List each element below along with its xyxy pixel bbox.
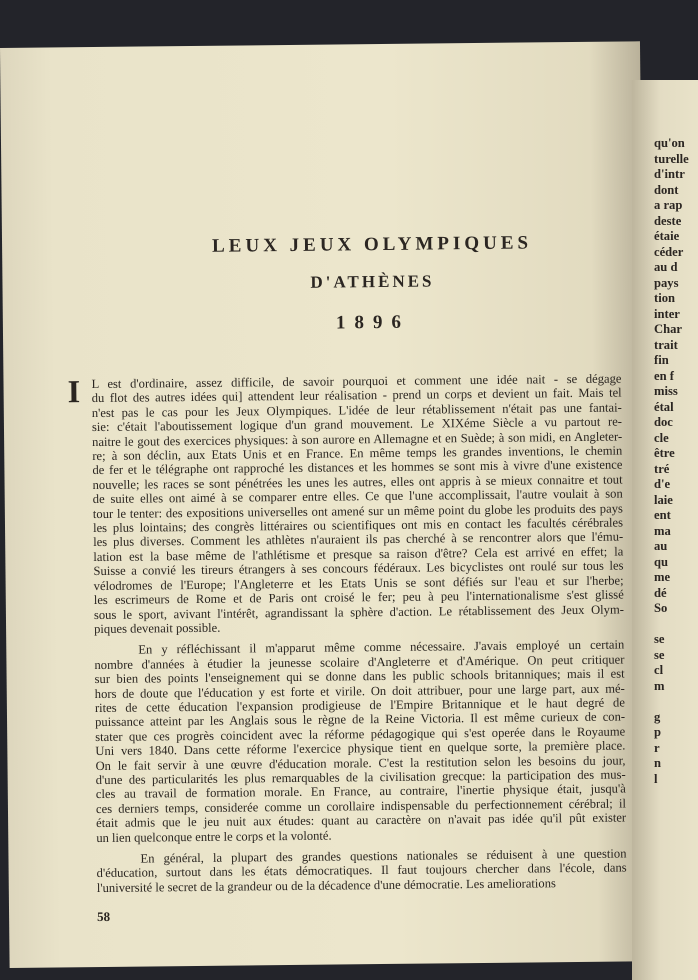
- text-line: ces derniers temps, considerée comme un corollaire indispensable du perfectionnement cérébral; il: [95, 796, 627, 816]
- text-line: puissance atteint par les Anglais sous le règne de la Reine Victoria. Il est même curieux de con-: [94, 709, 626, 730]
- text-line: l'université le secret de la grandeur ou de la décadence d'une démocratie. Les ameliorations: [96, 876, 556, 895]
- text-line: hors de doute que l'éducation y est forte et virile. On doit attribuer, pour une large part, aux mé-: [94, 681, 625, 701]
- text-line: Uni vers 1840. Dans cette réforme l'exercice physique tient en quelque sorte, la première place.: [95, 738, 626, 759]
- right-page-text-fragment: tré: [654, 461, 670, 476]
- right-page-text-fragment: dé: [654, 585, 667, 600]
- right-page-text-fragment: d'e: [654, 477, 671, 491]
- right-page-text-fragment: en f: [654, 368, 674, 383]
- right-page-text-fragment: a rap: [654, 198, 683, 212]
- right-page-text-fragment: trait: [654, 337, 678, 352]
- text-line: re; à son déclin, aux Etats Unis et en France. En même temps les grandes inventions, le chemin: [92, 443, 623, 464]
- text-line: On le fait servir à une œuvre d'éducation morale. C'est la restitution selon les besoins du jour,: [95, 753, 626, 773]
- text-line: sur bien des points l'enseignement qui se donne dans les public schools britanniques; mais il est: [94, 666, 625, 687]
- text-line: d'éducation, surtout dans les états démocratiques. Il faut toujours chercher dans l'école, dans: [96, 860, 627, 881]
- right-page-text-fragment: g: [654, 709, 661, 724]
- left-page: [0, 41, 650, 968]
- text-line: L est d'ordinaire, assez difficile, de savoir pourquoi et comment une idée nait - se dégage: [91, 371, 622, 392]
- right-page-text-fragment: se: [654, 647, 665, 662]
- right-page-text-fragment: l: [654, 771, 658, 786]
- paragraph-3: [96, 846, 626, 895]
- right-page-text-fragment: inter: [654, 306, 680, 321]
- right-page-text-fragment: se: [654, 632, 665, 646]
- right-page-text-fragment: ma: [654, 523, 671, 538]
- text-line: tour le tenter: des expositions universelles ont amené sur un même point du globe les produits des pays: [92, 501, 623, 521]
- text-line: rites de cette éducation l'expansion prodigieuse de l'Empire Britannique et le haut degré de: [94, 695, 625, 715]
- text-line: d'une des particularités les plus remarquables de la civilisation grecque: la participation des mus-: [95, 767, 626, 788]
- right-page-text-fragment: au d: [654, 260, 678, 274]
- paragraph-2: [94, 638, 626, 845]
- right-page-text-fragment: miss: [654, 384, 678, 398]
- right-page-text-fragment: Char: [654, 322, 682, 336]
- text-line: vélodromes de l'Europe; l'Angleterre et les Etats Unis se sont défiés sur l'eau et sur l'herbe;: [93, 573, 624, 593]
- text-line: cles au travail de formation morale. En France, au contraire, l'inertie physique était, jusqu'à: [95, 781, 626, 802]
- right-page-text-fragment: d'intr: [654, 167, 685, 181]
- right-page-text-fragment: deste: [654, 213, 682, 228]
- text-line: naitre le gout des exercices physiques: à son aurore en Allemagne et en Suède; à son midi, en Angleter-: [92, 429, 623, 449]
- text-line: les escrimeurs de Rome et de Paris ont croisé le fer; peu à peu l'internationalisme s'est glissé: [93, 587, 624, 608]
- title-year: 1896: [335, 311, 411, 334]
- text-line: de suite elles ont aimé à se comparer entre elles. Ce que l'une accomplissait, l'autre voulait à son: [92, 486, 623, 507]
- right-page-text-fragment: doc: [654, 415, 673, 429]
- right-page-text-fragment: m: [654, 678, 665, 693]
- right-page-text-fragment: cl: [654, 663, 664, 677]
- right-page-text-fragment: étaie: [654, 229, 680, 243]
- text-line: sie: c'était l'aboutissement logique d'un grand mouvement. Le XIXéme Siècle a vu partout re-: [91, 414, 623, 435]
- text-line: sous le sport, avivant l'intérêt, agrandissant la sphère d'action. Le rétablissement des Jeux Olym-: [93, 601, 624, 622]
- right-page-text-fragment: qu'on: [654, 136, 685, 150]
- text-line: piques devenait possible.: [94, 620, 221, 636]
- right-page-text-fragment: qu: [654, 554, 669, 569]
- right-page-text-fragment: laie: [654, 492, 673, 507]
- right-page-edge: [632, 80, 698, 980]
- right-page-text-fragment: étal: [654, 399, 674, 414]
- right-page-text-fragment: pays: [654, 275, 679, 290]
- right-page-text-fragment: n: [654, 756, 662, 770]
- right-page-text-fragment: au: [654, 539, 668, 553]
- text-line: les plus lointains; des congrès littéraires ou scientifiques ont mis en contact les facultés cérébrales: [92, 515, 624, 536]
- right-page-text-fragment: ent: [654, 508, 671, 522]
- text-line: était admis que le jeu nuit aux études: quant au caractère on n'avait pas idée qu'il pût exister: [96, 810, 627, 831]
- right-page-text-fragment: fin: [654, 353, 669, 367]
- right-page-text-fragment: So: [654, 601, 668, 615]
- right-page-text-fragment: être: [654, 446, 675, 460]
- text-line: de fer et le télégraphe ont rapproché les distances et les hommes se sont mis à vivre d'une existence: [92, 457, 623, 478]
- text-line: En y réfléchissant il m'apparut même comme nécessaire. J'avais employé un certain: [138, 637, 625, 657]
- page-number: 58: [97, 909, 111, 925]
- text-line: un lien quelconque entre le corps et la volonté.: [96, 828, 332, 845]
- right-page-text-fragment: p: [654, 725, 662, 739]
- body-text: [67, 371, 627, 926]
- right-page-text-fragment: céder: [654, 244, 684, 259]
- text-line: les plus diverses. Comment les athlètes n'auraient ils pas cherché à se rencontrer alors que l'ému-: [93, 529, 624, 550]
- text-line: n'est pas le cas pour les Jeux Olympiques. L'idée de leur rétablissement n'était pas une fantai-: [91, 400, 622, 420]
- drop-cap: I: [67, 373, 81, 410]
- text-line: stater que ces progrès coincident avec la réforme pédagogique qui s'est operée dans le Royaume: [95, 724, 626, 744]
- right-page-text-fragment: dont: [654, 182, 679, 197]
- right-page-text-fragment: cle: [654, 430, 669, 445]
- text-line: Suisse a convié les tireurs étrangers à ses concours fédéraux. Les bicyclistes ont roulé sur tous les: [93, 558, 624, 579]
- text-line: nouvelle; les races se sont pénétrées les unes les autres, elles ont appris à se mieux connaitre et tout: [92, 472, 623, 492]
- text-line: nombre d'années à étudier la jeunesse scolaire d'Angleterre et d'Amérique. On peut critiquer: [94, 652, 625, 672]
- text-line: du flot des autres idées qui] attendent leur réalisation - prend un corps et devient un fait. Mais tel: [91, 385, 622, 406]
- title-line-2: D'ATHÈNES: [310, 271, 435, 292]
- text-line: lation est la base même de l'athlétisme et presque sa raison d'être? Cela est arrivé en effet; la: [93, 544, 624, 564]
- right-page-text-fragment: me: [654, 570, 671, 584]
- right-page-text-fragment: r: [654, 740, 660, 755]
- paragraph-1: [67, 371, 624, 637]
- right-page-text-fragment: turelle: [654, 151, 689, 166]
- right-page-text-fragment: tion: [654, 291, 675, 305]
- text-line: En général, la plupart des grandes questions nationales se réduisent à une question: [140, 846, 627, 866]
- title-line-1: LEUX JEUX OLYMPIQUES: [211, 232, 533, 257]
